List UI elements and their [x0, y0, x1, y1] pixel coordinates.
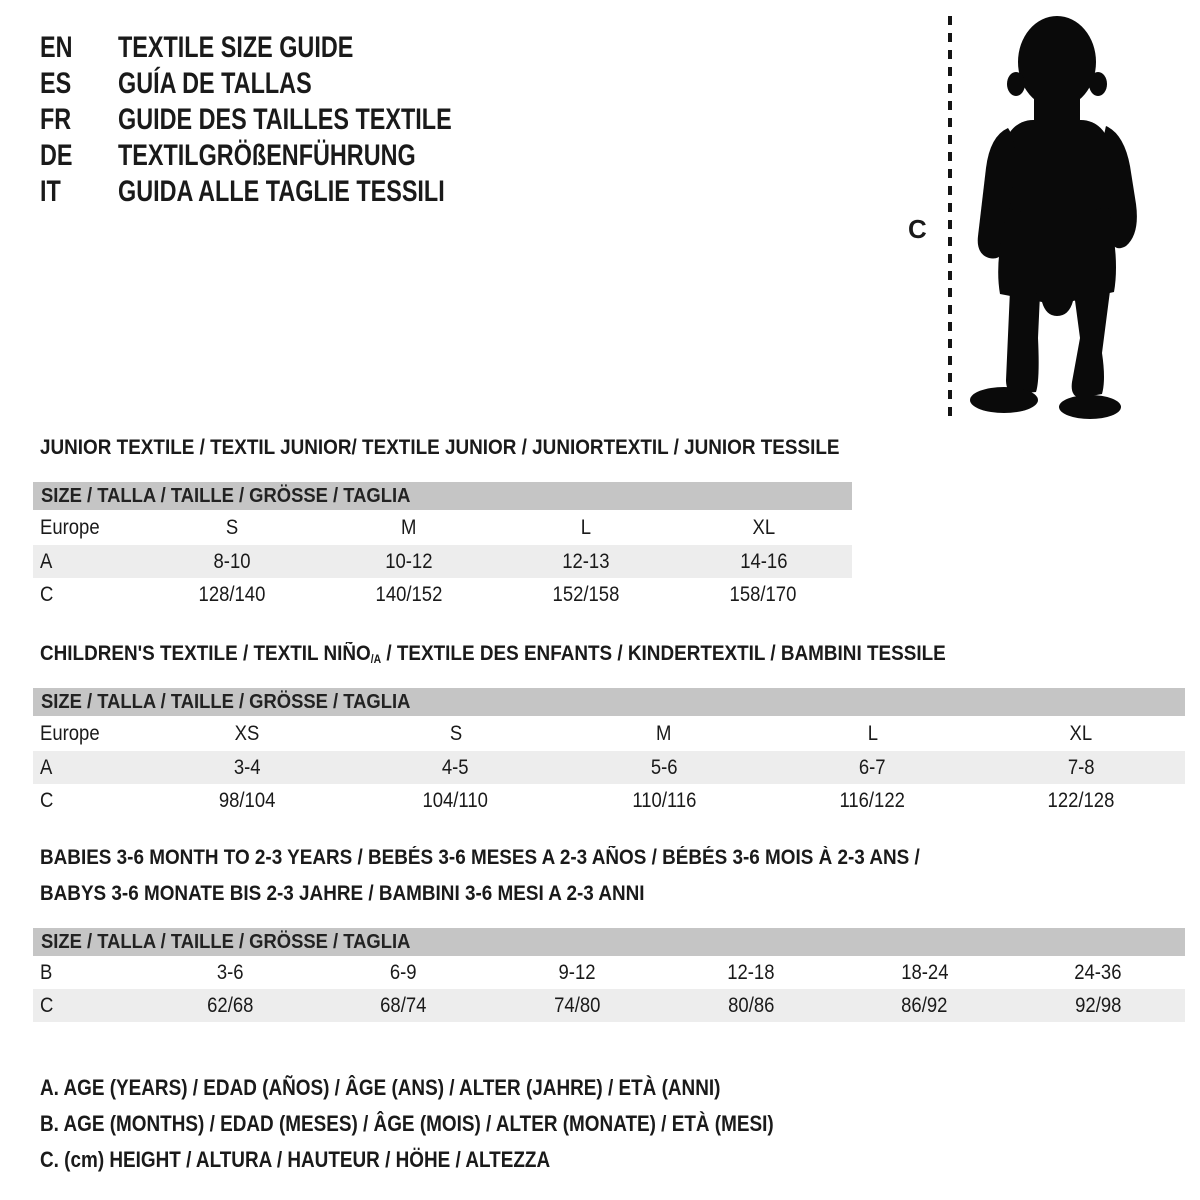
height-measure-label: C [908, 214, 927, 244]
legend-line-b: B. AGE (MONTHS) / EDAD (MESES) / ÂGE (MOIS) / ALTER (MONATE) / ETÀ (MESI) [40, 1111, 774, 1136]
row-label: C [40, 788, 54, 812]
table-cell: 3-6 [216, 960, 244, 984]
language-code [40, 103, 118, 137]
table-cell: XL [1069, 721, 1093, 745]
guide-title-es: GUÍA DE TALLAS [118, 67, 312, 100]
size-header-label: SIZE / TALLA / TAILLE / GRÖSSE / TAGLIA [41, 690, 411, 713]
babies-size-table [33, 928, 1185, 1022]
table-cell: M [656, 721, 672, 745]
table-cell: 128/140 [198, 582, 266, 606]
table-row-age [33, 545, 852, 578]
language-code-text: EN [40, 31, 73, 64]
measurement-legend [40, 1070, 893, 1178]
table-cell: 86/92 [901, 993, 948, 1017]
language-guide-list [40, 30, 546, 210]
guide-title-en: TEXTILE SIZE GUIDE [118, 31, 354, 64]
children-size-table [33, 688, 1185, 817]
junior-size-table [33, 482, 852, 611]
babies-section-title-line2 [40, 882, 712, 906]
guide-title-it: GUIDA ALLE TAGLIE TESSILI [118, 175, 445, 208]
junior-section-title-text: JUNIOR TEXTILE / TEXTIL JUNIOR/ TEXTILE JUNIOR / JUNIORTEXTIL / JUNIOR TESSILE [40, 436, 840, 459]
language-row-en [40, 30, 546, 66]
row-label: B [40, 960, 53, 984]
height-measure-dashed-line [948, 16, 952, 418]
language-code-text: DE [40, 139, 73, 172]
table-cell: M [401, 515, 417, 539]
row-label: A [40, 755, 53, 779]
language-code-text: ES [40, 67, 72, 100]
table-cell: 4-5 [442, 755, 469, 779]
table-row-height [33, 784, 1185, 817]
row-label: Europe [40, 721, 100, 745]
size-header-bar [33, 688, 1185, 716]
table-cell: 10-12 [385, 549, 433, 573]
table-row-europe [33, 510, 852, 545]
table-cell: XS [234, 721, 260, 745]
table-cell: XL [752, 515, 775, 539]
table-cell: 7-8 [1067, 755, 1095, 779]
babies-section-title-line2-text: BABYS 3-6 MONATE BIS 2-3 JAHRE / BAMBINI 3-6 MESI A 2-3 ANNI [40, 882, 645, 905]
table-cell: 24-36 [1074, 960, 1122, 984]
table-cell: 74/80 [554, 993, 601, 1017]
language-code-text: IT [40, 175, 61, 208]
table-cell: 152/158 [552, 582, 620, 606]
table-cell: 14-16 [739, 549, 788, 573]
language-row-fr [40, 102, 546, 138]
size-header-bar [33, 928, 1185, 956]
table-row-height [33, 578, 852, 611]
children-section-title [40, 642, 1046, 666]
table-row-height [33, 989, 1185, 1022]
table-cell: 12-18 [727, 960, 775, 984]
nino-a-subscript: /A [370, 653, 382, 666]
table-cell: 110/116 [631, 788, 697, 812]
table-cell: 8-10 [213, 549, 251, 573]
language-code [40, 175, 118, 209]
row-label: A [40, 549, 53, 573]
children-section-title-text: CHILDREN'S TEXTILE / TEXTIL NIÑO/A / TEXTILE DES ENFANTS / KINDERTEXTIL / BAMBINI TESSILE [40, 642, 946, 666]
toddler-silhouette-icon [962, 8, 1147, 420]
table-cell: 12-13 [562, 549, 610, 573]
size-header-label: SIZE / TALLA / TAILLE / GRÖSSE / TAGLIA [41, 930, 411, 953]
table-cell: 5-6 [650, 755, 678, 779]
language-row-es [40, 66, 546, 102]
table-row-europe [33, 716, 1185, 751]
size-header-label: SIZE / TALLA / TAILLE / GRÖSSE / TAGLIA [41, 484, 411, 507]
table-cell: 9-12 [558, 960, 596, 984]
guide-title-de: TEXTILGRÖßENFÜHRUNG [118, 139, 416, 172]
language-code [40, 67, 118, 101]
babies-section-title-line1-text: BABIES 3-6 MONTH TO 2-3 YEARS / BEBÉS 3-6 MESES A 2-3 AÑOS / BÉBÉS 3-6 MOIS À 2-3 ANS / [40, 846, 920, 869]
table-cell: 104/110 [422, 788, 489, 812]
legend-line-c: C. (cm) HEIGHT / ALTURA / HAUTEUR / HÖHE / ALTEZZA [40, 1147, 551, 1172]
babies-section-title-line1 [40, 846, 1018, 870]
table-cell: 116/122 [839, 788, 906, 812]
table-cell: 6-7 [859, 755, 886, 779]
legend-line-a: A. AGE (YEARS) / EDAD (AÑOS) / ÂGE (ANS) / ALTER (JAHRE) / ETÀ (ANNI) [40, 1075, 721, 1100]
table-cell: L [580, 515, 592, 539]
table-cell: 122/128 [1047, 788, 1115, 812]
table-cell: L [867, 721, 878, 745]
table-row-age-months [33, 956, 1185, 989]
table-cell: 18-24 [900, 960, 949, 984]
table-cell: 98/104 [218, 788, 276, 812]
table-cell: 140/152 [375, 582, 443, 606]
row-label: C [40, 993, 54, 1017]
size-header-bar [33, 482, 852, 510]
table-cell: 158/170 [729, 582, 797, 606]
table-cell: 6-9 [390, 960, 417, 984]
table-cell: 62/68 [206, 993, 253, 1017]
language-row-it [40, 174, 546, 210]
table-cell: 3-4 [233, 755, 261, 779]
row-label: Europe [40, 515, 100, 539]
row-label: C [40, 582, 54, 606]
language-code [40, 31, 118, 65]
guide-title-fr: GUIDE DES TAILLES TEXTILE [118, 103, 452, 136]
table-row-age [33, 751, 1185, 784]
table-cell: 68/74 [380, 993, 427, 1017]
table-cell: S [225, 515, 238, 539]
table-cell: S [449, 721, 462, 745]
table-cell: 80/86 [727, 993, 774, 1017]
junior-section-title [40, 436, 928, 460]
language-code [40, 139, 118, 173]
table-cell: 92/98 [1075, 993, 1122, 1017]
language-row-de [40, 138, 546, 174]
language-code-text: FR [40, 103, 72, 136]
